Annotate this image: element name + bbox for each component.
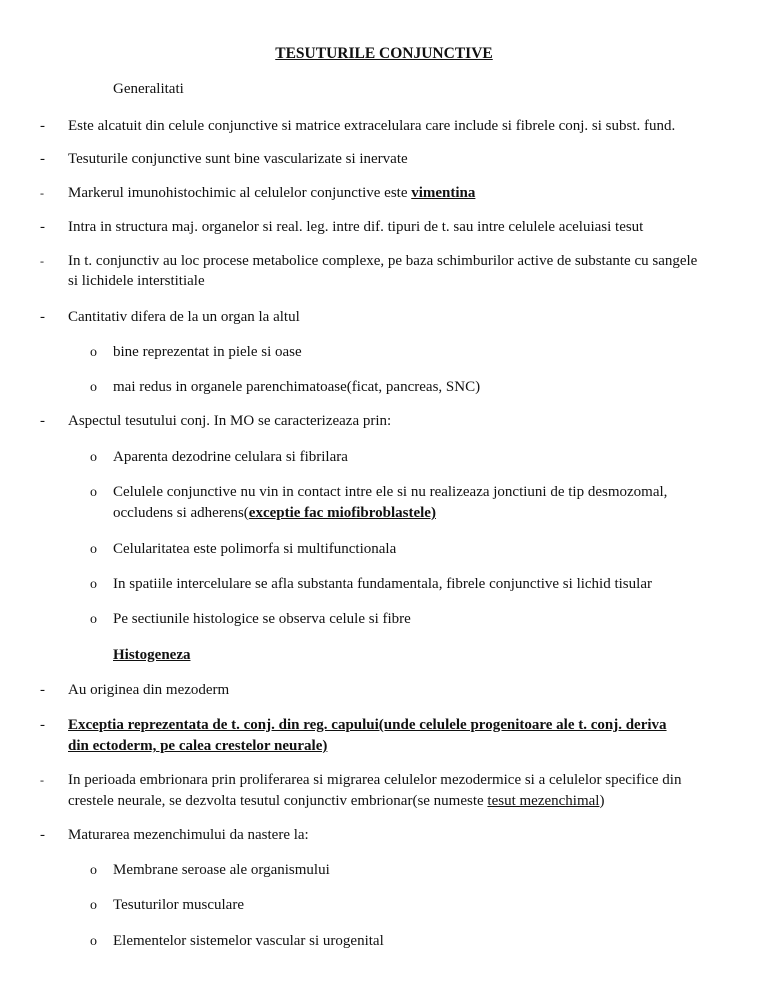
sub-list-item-text: bine reprezentat in piele si oase (113, 344, 302, 360)
list-item-text-plain: Markerul imunohistochimic al celulelor conjunctive este (68, 185, 412, 201)
list-marker: - (40, 413, 45, 429)
list-item-text: Aspectul tesutului conj. In MO se caracterizeaza prin: (68, 413, 392, 429)
sub-list-marker: o (90, 898, 97, 913)
list-marker: - (40, 118, 45, 134)
list-item-text-closing: ) (599, 793, 605, 809)
list-item-text-line1: In perioada embrionara prin proliferarea si migrarea celulelor mezodermice si a celulelor specifice din (68, 772, 682, 788)
term-tesut-mezenchimal: tesut mezenchimal (487, 793, 600, 809)
sub-list-item-text: Elementelor sistemelor vascular si urogenital (113, 933, 384, 949)
section-heading-histogeneza: Histogeneza (113, 647, 191, 663)
sub-list-item-text: Pe sectiunile histologice se observa celule si fibre (113, 611, 411, 627)
list-marker: - (40, 717, 45, 733)
list-item-text: Intra in structura maj. organelor si real. leg. intre dif. tipuri de t. sau intre celulele aceluiasi tesut (68, 219, 644, 235)
sub-list-marker: o (90, 934, 97, 949)
list-item-text-line1: Exceptia reprezentata de t. conj. din reg. capului(unde celulele progenitoare ale t. conj. deriva (68, 717, 667, 733)
sub-list-item-text-plain: occludens si adherens( (113, 505, 249, 521)
sub-list-marker: o (90, 450, 97, 465)
list-marker: - (40, 827, 45, 843)
sub-list-item-text: Celularitatea este polimorfa si multifunctionala (113, 541, 397, 557)
list-marker: - (40, 151, 45, 167)
list-item-text: Este alcatuit din celule conjunctive si matrice extracelulara care include si fibrele conj. si subst. fund. (68, 118, 676, 134)
list-marker: - (40, 309, 45, 325)
list-item-text-line2: si lichidele interstitiale (68, 273, 205, 289)
sub-list-marker: o (90, 542, 97, 557)
sub-list-item-text: Aparenta dezodrine celulara si fibrilara (113, 449, 348, 465)
sub-list-marker: o (90, 485, 97, 500)
list-item-text-plain: crestele neurale, se dezvolta tesutul conjunctiv embrionar(se numeste (68, 793, 488, 809)
list-item-text-line2: din ectoderm, pe calea crestelor neurale) (68, 738, 328, 754)
list-item-text: Cantitativ difera de la un organ la altul (68, 309, 300, 325)
sub-list-item-text: Tesuturilor musculare (113, 897, 244, 913)
sub-list-item-text: In spatiile intercelulare se afla substanta fundamentala, fibrele conjunctive si lichid tisular (113, 576, 652, 592)
sub-list-item-text-line1: Celulele conjunctive nu vin in contact intre ele si nu realizeaza jonctiuni de tip desmozomal, (113, 484, 668, 500)
sub-list-marker: o (90, 863, 97, 878)
section-heading-generalitati: Generalitati (113, 81, 184, 97)
list-marker: - (40, 219, 45, 235)
list-marker: - (40, 773, 44, 787)
sub-list-item-text: Membrane seroase ale organismului (113, 862, 330, 878)
sub-list-marker: o (90, 380, 97, 395)
sub-list-marker: o (90, 345, 97, 360)
list-marker: - (40, 186, 44, 200)
sub-list-item-text: mai redus in organele parenchimatoase(ficat, pancreas, SNC) (113, 379, 481, 395)
list-marker: - (40, 254, 44, 268)
sub-list-item-text-line2 (113, 504, 753, 523)
list-item-text-line2 (68, 792, 748, 811)
exception-miofibroblaste: exceptie fac miofibroblastele) (248, 505, 436, 521)
list-item-text: Tesuturile conjunctive sunt bine vascularizate si inervate (68, 151, 408, 167)
list-item-text (68, 184, 748, 203)
sub-list-marker: o (90, 612, 97, 627)
list-item-text-line1: In t. conjunctiv au loc procese metabolice complexe, pe baza schimburilor active de substante cu sangele (68, 253, 698, 269)
list-marker: - (40, 682, 45, 698)
marker-term-vimentina: vimentina (411, 185, 476, 201)
page-title: TESUTURILE CONJUNCTIVE (275, 45, 493, 62)
list-item-text: Maturarea mezenchimului da nastere la: (68, 827, 309, 843)
sub-list-marker: o (90, 577, 97, 592)
list-item-text: Au originea din mezoderm (68, 682, 230, 698)
